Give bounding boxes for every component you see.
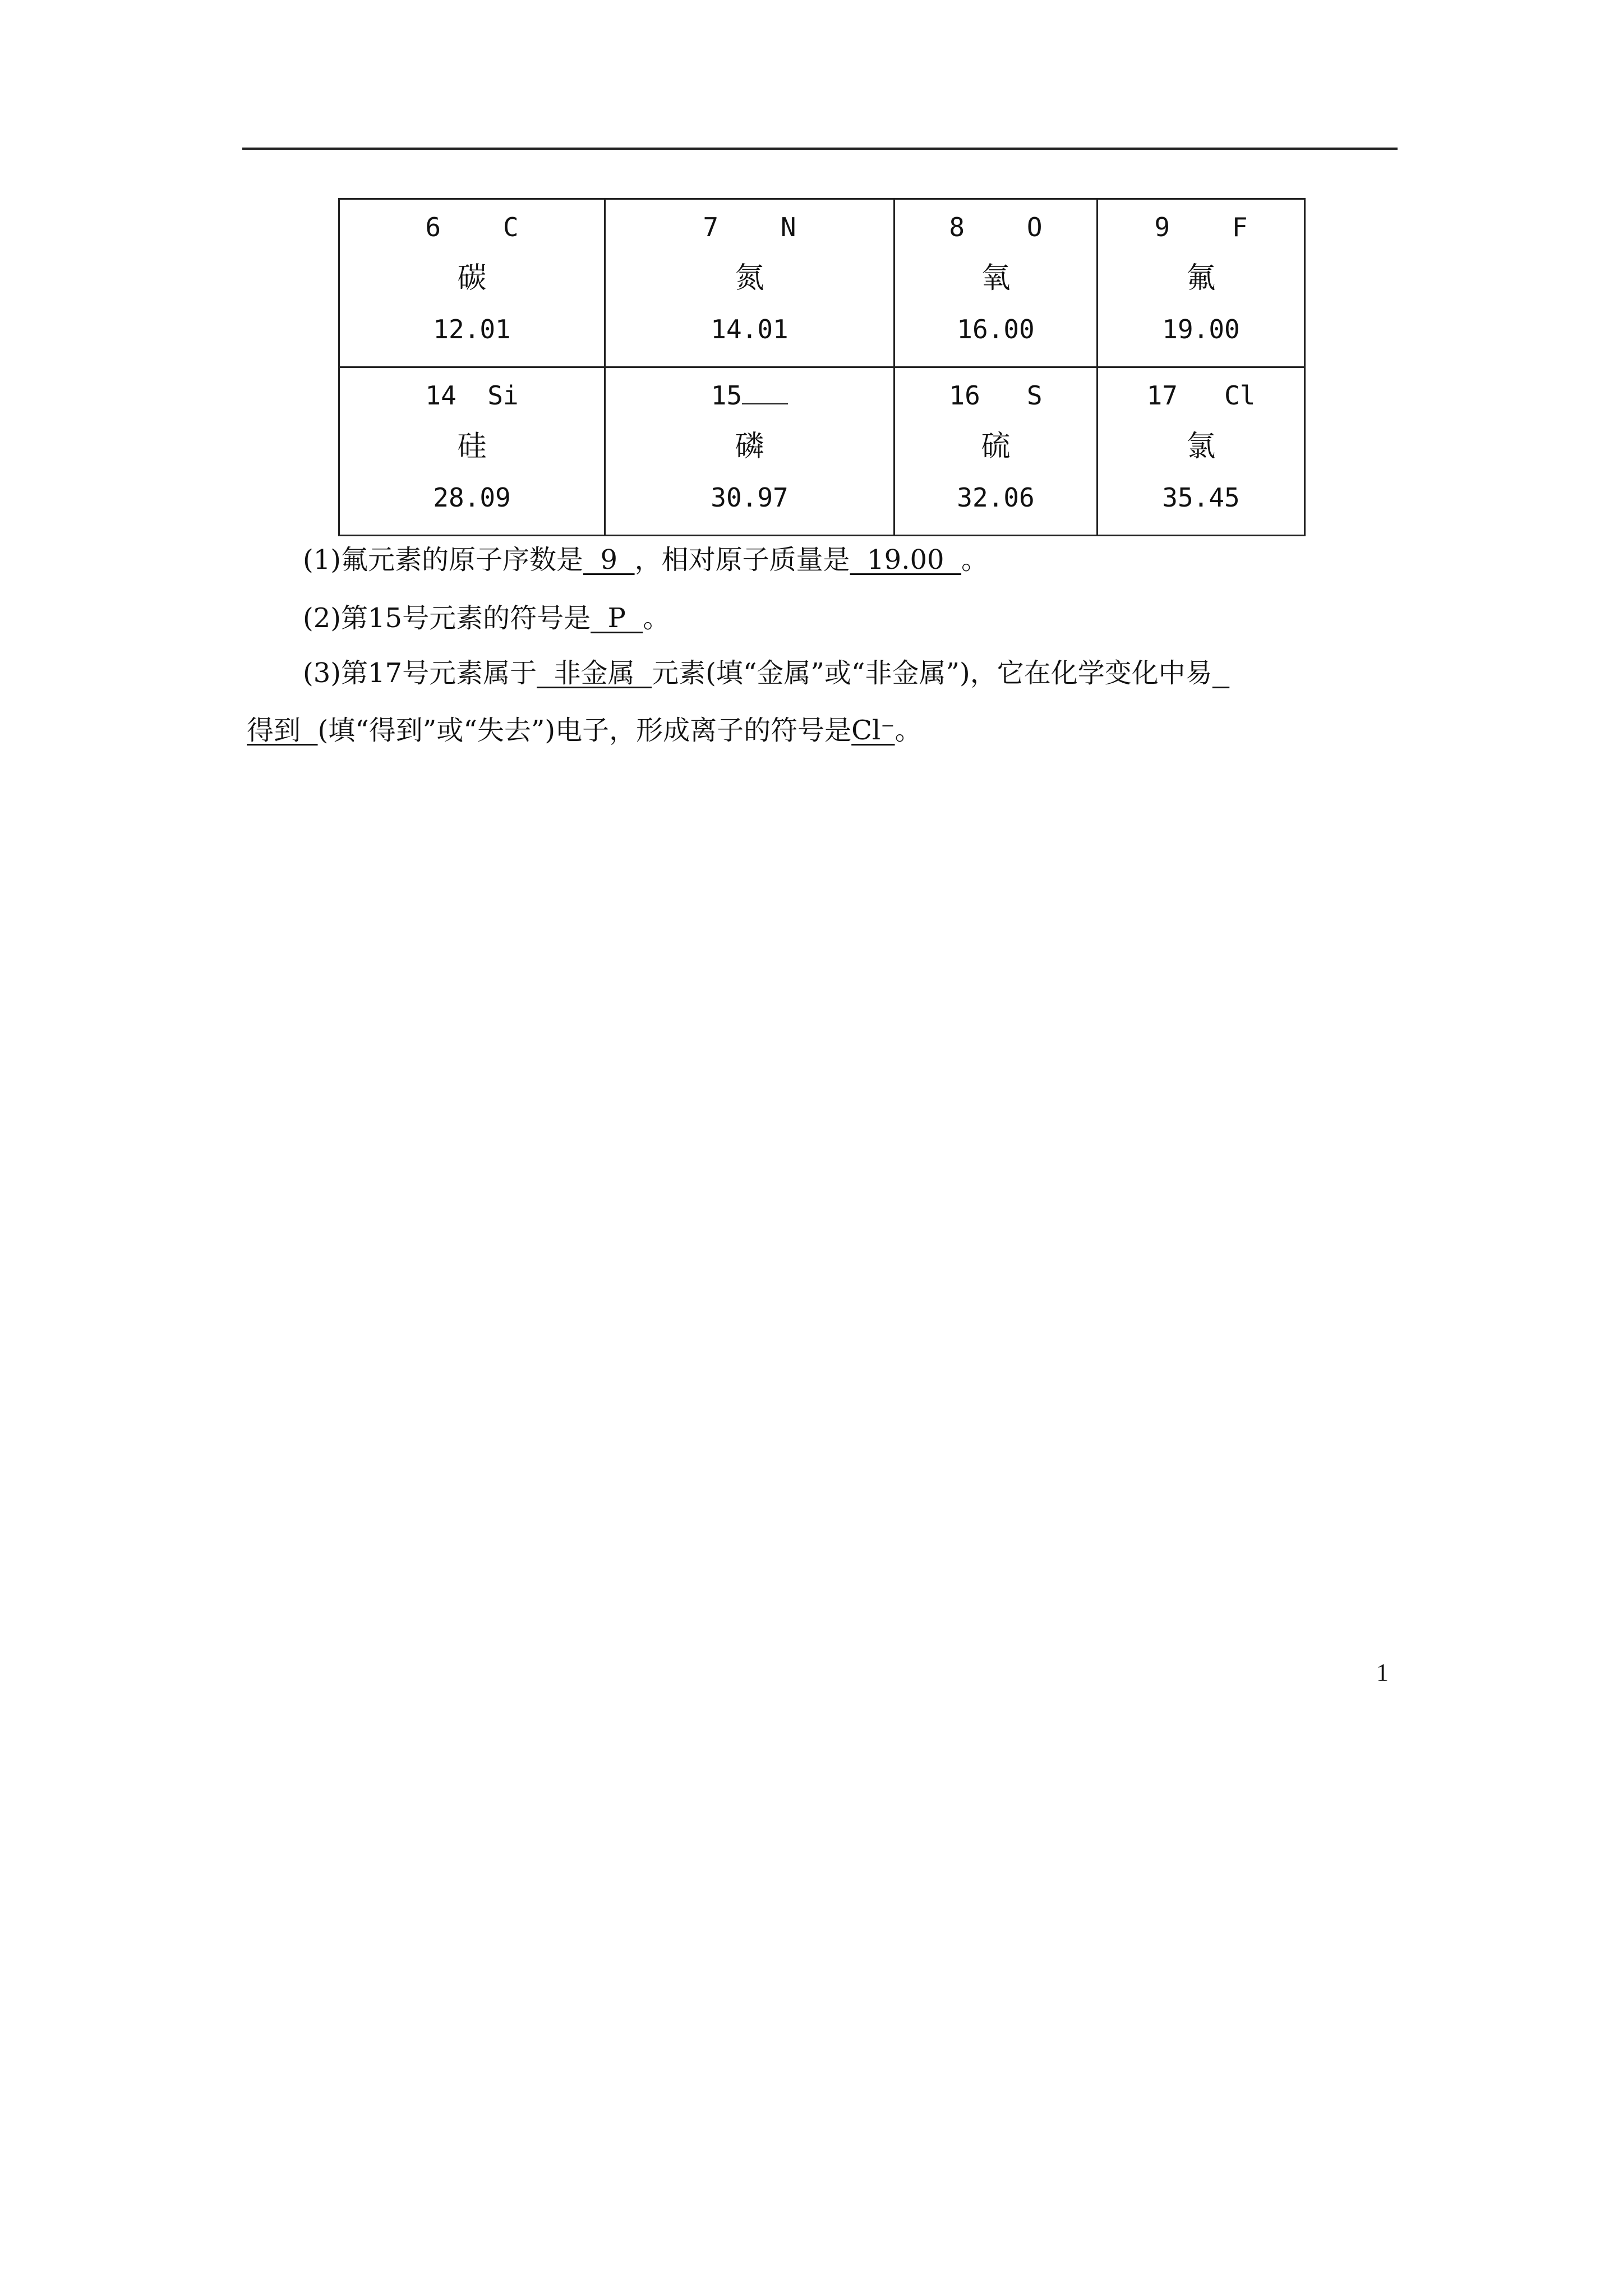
atomic-mass: 12.01 <box>433 314 511 344</box>
element-name: 磷 <box>735 430 764 463</box>
element-symbol: N <box>780 212 796 242</box>
atomic-number: 7 <box>703 212 719 242</box>
atomic-number: 6 <box>425 212 441 242</box>
element-name: 氯 <box>1186 430 1216 463</box>
answer-blank: 9 <box>583 544 635 576</box>
element-cell-carbon <box>339 199 605 367</box>
atomic-mass: 28.09 <box>433 482 511 513</box>
element-cell-nitrogen <box>605 199 895 367</box>
element-cell-phosphorus <box>605 367 895 536</box>
element-name: 硅 <box>457 430 487 463</box>
element-cell-oxygen <box>895 199 1098 367</box>
atomic-number: 9 <box>1154 212 1170 242</box>
element-symbol: Cl <box>1224 380 1256 411</box>
question-3-line-1 <box>303 656 1229 690</box>
page-number: 1 <box>1376 1659 1389 1686</box>
element-symbol: C <box>502 212 519 242</box>
atomic-number: 17 <box>1146 380 1178 411</box>
question-text: (1)氟元素的原子序数是 <box>303 544 583 576</box>
atomic-number: 16 <box>949 380 980 411</box>
atomic-mass: 16.00 <box>957 314 1035 344</box>
table-row <box>339 367 1305 536</box>
question-text: 。 <box>961 544 989 576</box>
question-text: 。 <box>643 602 670 634</box>
question-3-line-2 <box>247 714 922 747</box>
question-text: (填“得到”或“失去”)电子，形成离子的符号是 <box>317 715 852 746</box>
atomic-mass: 14.01 <box>711 314 789 344</box>
atomic-number: 15 <box>711 380 743 411</box>
element-name: 硫 <box>981 430 1011 463</box>
element-name: 氧 <box>981 261 1011 295</box>
element-name: 氮 <box>735 261 764 295</box>
question-1 <box>303 543 988 577</box>
atomic-mass: 32.06 <box>957 482 1035 513</box>
atomic-number: 14 <box>425 380 457 411</box>
question-2 <box>303 601 670 635</box>
element-cell-silicon <box>339 367 605 536</box>
question-text: ，相对原子质量是 <box>634 544 850 576</box>
element-cell-sulfur <box>895 367 1098 536</box>
element-name: 碳 <box>457 261 487 295</box>
answer-blank: 非金属 <box>537 657 652 689</box>
answer-blank: P <box>591 602 643 634</box>
question-text: (2)第15号元素的符号是 <box>303 602 591 634</box>
symbol-blank <box>742 380 788 404</box>
question-text: 元素(填“金属”或“非金属”)，它在化学变化中易 <box>652 657 1212 689</box>
answer-blank: Cl⁻ <box>851 715 895 746</box>
element-symbol: O <box>1026 212 1043 242</box>
element-symbol: S <box>1026 380 1043 411</box>
header-rule <box>242 148 1398 150</box>
element-symbol: Si <box>487 380 519 411</box>
element-symbol: F <box>1232 212 1248 242</box>
answer-blank: 19.00 <box>850 544 962 576</box>
question-text: 。 <box>895 715 922 746</box>
element-cell-chlorine <box>1098 367 1305 536</box>
question-text: (3)第17号元素属于 <box>303 657 537 689</box>
element-cell-fluorine <box>1098 199 1305 367</box>
answer-blank <box>1212 657 1230 689</box>
atomic-mass: 19.00 <box>1162 314 1240 344</box>
atomic-number: 8 <box>949 212 965 242</box>
answer-blank: 得到 <box>247 715 318 746</box>
table-row <box>339 199 1305 367</box>
element-name: 氟 <box>1186 261 1216 295</box>
periodic-table-excerpt <box>338 198 1306 536</box>
atomic-mass: 30.97 <box>711 482 789 513</box>
atomic-mass: 35.45 <box>1162 482 1240 513</box>
